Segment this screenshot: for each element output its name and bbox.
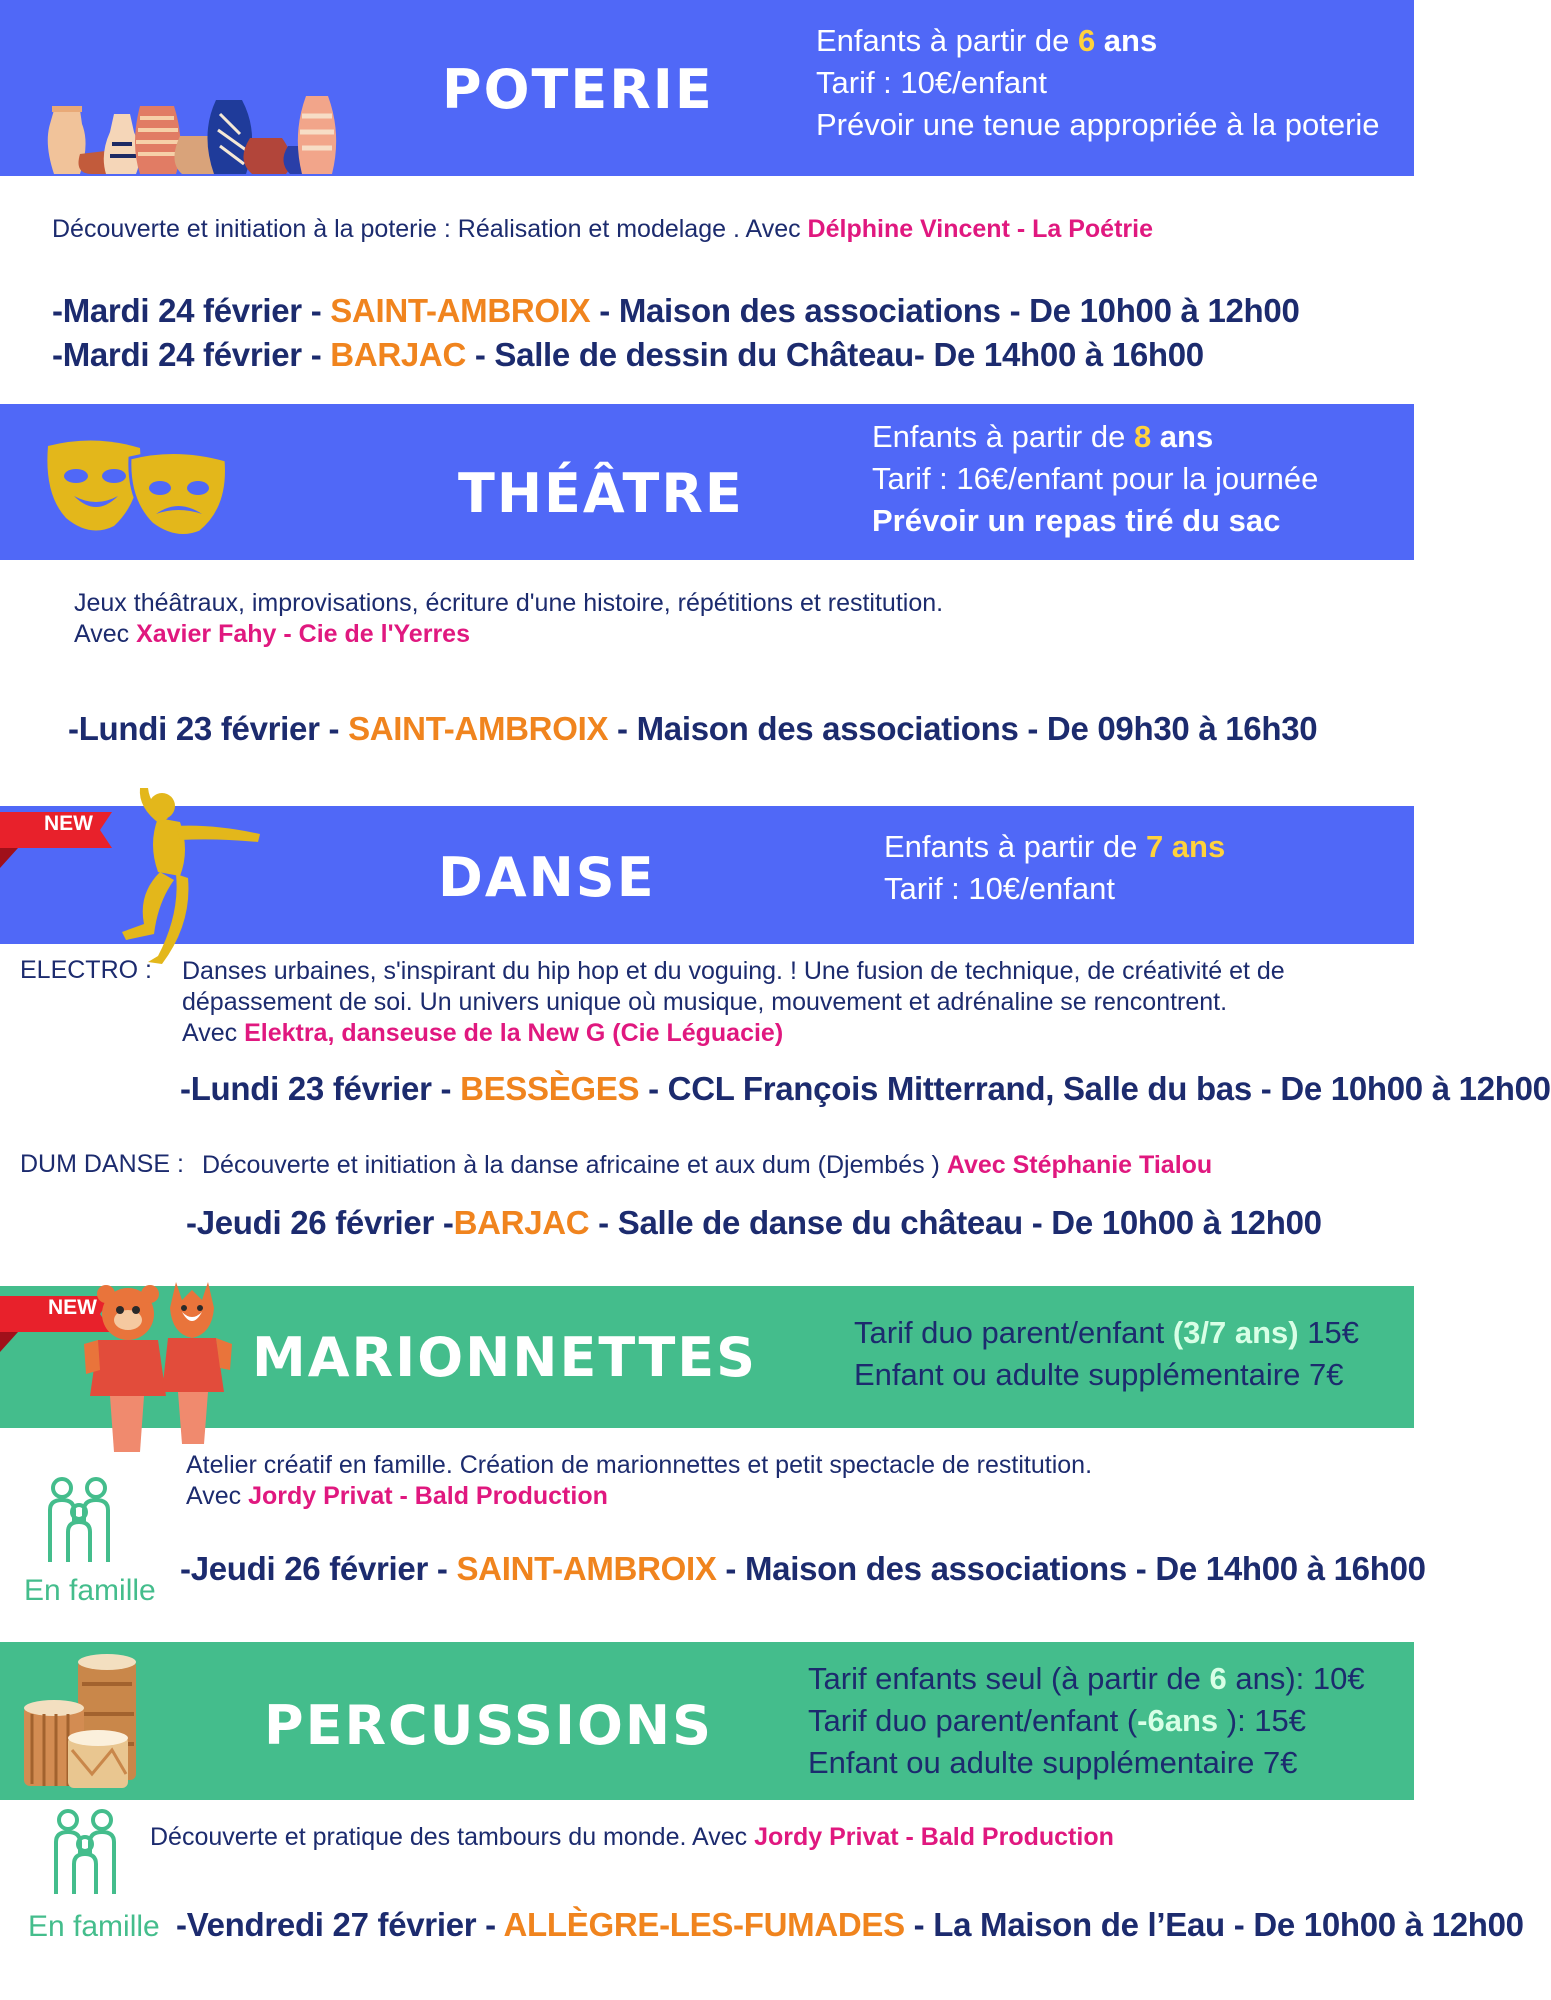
poterie-age: Enfants à partir de 6 ans: [816, 23, 1158, 58]
theatre-age: Enfants à partir de 8 ans: [872, 419, 1214, 454]
theatre-note: Prévoir un repas tiré du sac: [872, 503, 1281, 538]
percussions-info: [808, 1658, 1365, 1784]
electro-description: Danses urbaines, s'inspirant du hip hop et du voguing. ! Une fusion de technique, de créativité et de dépassement de soi. Un univers unique où musique, mouvement et adrénaline se rencontrent. Avec Elektra, danseuse de la New G (Cie Léguacie): [182, 957, 1285, 1047]
electro-animator: Elektra, danseuse de la New G (Cie Léguacie): [244, 1019, 784, 1047]
family-icon: [50, 1808, 120, 1896]
marionnettes-family-label: En famille: [24, 1574, 156, 1607]
danse-age: Enfants à partir de 7 ans: [884, 829, 1226, 864]
dum-danse-description: Découverte et initiation à la danse africaine et aux dum (Djembés ) Avec Stéphanie Tialou: [202, 1151, 1213, 1179]
percussions-title: PERCUSSIONS: [264, 1694, 713, 1757]
poterie-session-2: -Mardi 24 février - BARJAC - Salle de dessin du Château- De 14h00 à 16h00: [52, 336, 1204, 373]
danse-session-2: -Jeudi 26 février -BARJAC - Salle de danse du château - De 10h00 à 12h00: [186, 1204, 1322, 1241]
theatre-info: [872, 416, 1318, 542]
poterie-animator: Délphine Vincent - La Poétrie: [807, 215, 1153, 243]
percussions-animator: Jordy Privat - Bald Production: [754, 1823, 1114, 1851]
poterie-tarif: Tarif : 10€/enfant: [816, 65, 1047, 100]
percussions-session-1: -Vendredi 27 février - ALLÈGRE-LES-FUMADES - La Maison de l’Eau - De 10h00 à 12h00: [176, 1906, 1524, 1943]
theatre-masks-icon: [44, 438, 230, 538]
family-icon: [44, 1476, 114, 1564]
danse-info: [884, 826, 1225, 910]
marionnettes-title: MARIONNETTES: [252, 1326, 758, 1389]
dum-danse-label: DUM DANSE :: [20, 1150, 184, 1178]
theatre-session-1: -Lundi 23 février - SAINT-AMBROIX - Maison des associations - De 09h30 à 16h30: [68, 710, 1318, 747]
percussions-tarif-child: Tarif enfants seul (à partir de 6 ans): 10€: [808, 1661, 1365, 1696]
theatre-title: THÉÂTRE: [458, 462, 744, 525]
poterie-session-1: -Mardi 24 février - SAINT-AMBROIX - Maison des associations - De 10h00 à 12h00: [52, 292, 1300, 329]
marionnettes-info: [854, 1312, 1359, 1396]
poterie-info: [816, 20, 1380, 146]
poterie-description: Découverte et initiation à la poterie : Réalisation et modelage . Avec Délphine Vincent - La Poétrie: [52, 215, 1153, 243]
percussions-tarif-duo: Tarif duo parent/enfant (-6ans ): 15€: [808, 1703, 1307, 1738]
theatre-header: [0, 404, 1414, 560]
danse-tarif: Tarif : 10€/enfant: [884, 871, 1115, 906]
percussions-header: [0, 1642, 1414, 1800]
danse-new-badge: NEW: [44, 812, 93, 835]
marionnettes-new-badge: NEW: [48, 1296, 97, 1319]
danse-session-1: -Lundi 23 février - BESSÈGES - CCL François Mitterrand, Salle du bas - De 10h00 à 12h00: [180, 1070, 1551, 1107]
marionnettes-tarif: Tarif duo parent/enfant (3/7 ans) 15€: [854, 1315, 1359, 1350]
poterie-title: POTERIE: [442, 58, 714, 121]
marionnettes-extra: Enfant ou adulte supplémentaire 7€: [854, 1357, 1344, 1392]
dum-danse-animator: Avec Stéphanie Tialou: [946, 1151, 1213, 1179]
puppets-icon: [84, 1274, 234, 1460]
marionnettes-animator: Jordy Privat - Bald Production: [248, 1482, 608, 1510]
theatre-description: Jeux théâtraux, improvisations, écriture d'une histoire, répétitions et restitution. Avec Xavier Fahy - Cie de l'Yerres: [74, 589, 944, 648]
poterie-header: [0, 0, 1414, 176]
percussions-description: Découverte et pratique des tambours du monde. Avec Jordy Privat - Bald Production: [150, 1823, 1114, 1851]
poterie-note: Prévoir une tenue appropriée à la poterie: [816, 107, 1380, 142]
danse-title: DANSE: [438, 846, 656, 909]
theatre-tarif: Tarif : 16€/enfant pour la journée: [872, 461, 1319, 496]
dancer-icon: [118, 784, 268, 966]
electro-label: ELECTRO :: [20, 956, 152, 984]
pottery-vases-icon: [40, 84, 350, 176]
marionnettes-description: Atelier créatif en famille. Création de marionnettes et petit spectacle de restitution. Avec Jordy Privat - Bald Production: [186, 1451, 1093, 1510]
theatre-animator: Xavier Fahy - Cie de l'Yerres: [136, 620, 470, 648]
percussions-extra: Enfant ou adulte supplémentaire 7€: [808, 1745, 1298, 1780]
percussions-family-label: En famille: [28, 1910, 160, 1943]
marionnettes-session-1: -Jeudi 26 février - SAINT-AMBROIX - Maison des associations - De 14h00 à 16h00: [180, 1550, 1426, 1587]
drums-icon: [22, 1654, 142, 1792]
